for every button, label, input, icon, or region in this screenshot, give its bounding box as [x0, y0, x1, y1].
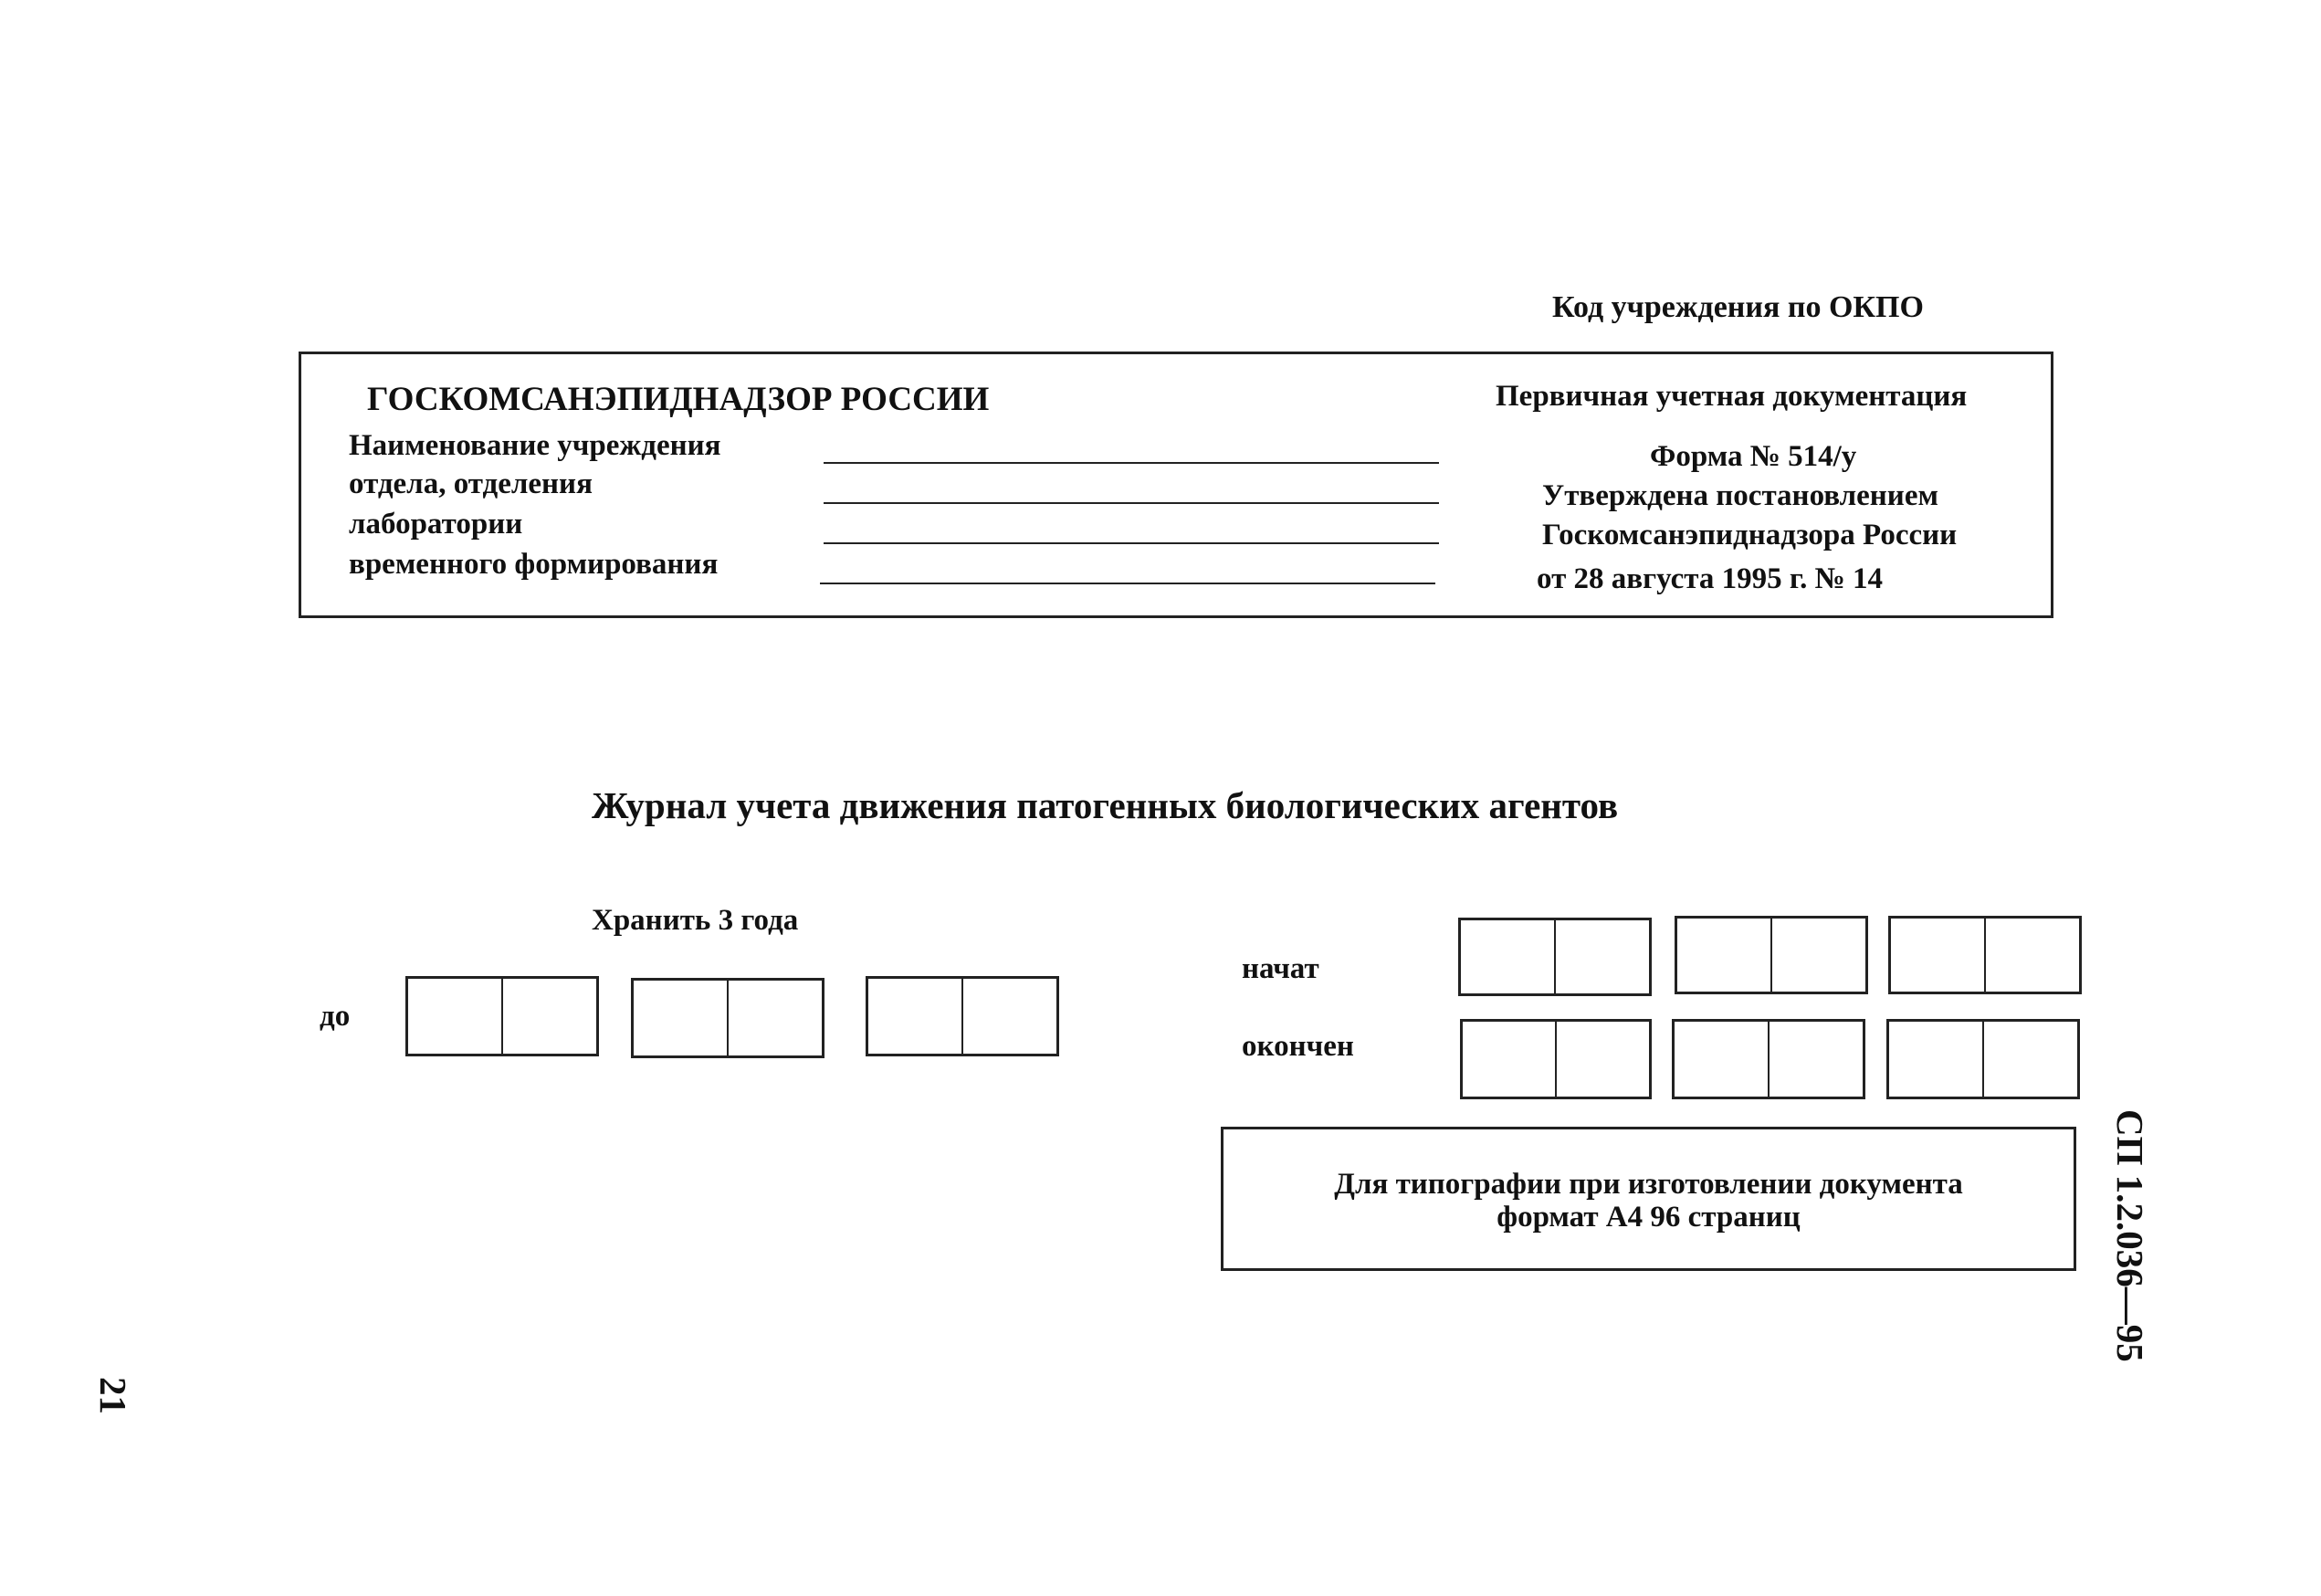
date-cell[interactable] [634, 981, 729, 1055]
page-number: 21 [92, 1377, 134, 1414]
date-cell[interactable] [1675, 1022, 1770, 1097]
keep-period-label: Хранить 3 года [592, 904, 799, 937]
until-year-cells[interactable] [866, 976, 1059, 1056]
date-cell[interactable] [503, 979, 596, 1054]
journal-title: Журнал учета движения патогенных биологических агентов [592, 784, 1619, 826]
date-cell[interactable] [408, 979, 503, 1054]
date-cell[interactable] [1772, 919, 1865, 992]
date-cell[interactable] [868, 979, 963, 1054]
until-label: до [320, 1000, 351, 1033]
started-month-cells[interactable] [1675, 916, 1868, 994]
printing-note-box [1221, 1127, 2076, 1271]
field-line-department[interactable] [824, 502, 1439, 504]
started-year-cells[interactable] [1888, 916, 2082, 994]
finished-day-cells[interactable] [1460, 1019, 1652, 1099]
field-label-temporary-unit: временного формирования [349, 548, 719, 581]
finished-label: окончен [1242, 1030, 1354, 1063]
field-label-laboratory: лаборатории [349, 508, 523, 541]
date-cell[interactable] [1889, 1022, 1984, 1097]
field-line-temporary-unit[interactable] [820, 583, 1435, 584]
date-cell[interactable] [963, 979, 1056, 1054]
date-cell[interactable] [1556, 920, 1649, 993]
approval-date: от 28 августа 1995 г. № 14 [1537, 562, 1884, 595]
approved-by: Утверждена постановлением [1542, 479, 1938, 512]
date-cell[interactable] [1984, 1022, 2077, 1097]
okpo-code-label: Код учреждения по ОКПО [1552, 290, 1924, 324]
printing-note-line-1: Для типографии при изготовлении документа [1334, 1168, 1963, 1201]
authority-name: Госкомсанэпиднадзора России [1542, 519, 1958, 551]
field-line-laboratory[interactable] [824, 542, 1439, 544]
finished-year-cells[interactable] [1886, 1019, 2080, 1099]
until-month-cells[interactable] [631, 978, 824, 1058]
started-label: начат [1242, 952, 1319, 985]
date-cell[interactable] [1461, 920, 1556, 993]
field-line-institution[interactable] [824, 462, 1439, 464]
started-day-cells[interactable] [1458, 918, 1652, 996]
printing-note-line-2: формат А4 96 страниц [1497, 1201, 1801, 1234]
field-label-institution: Наименование учреждения [349, 429, 721, 462]
date-cell[interactable] [1891, 919, 1986, 992]
date-cell[interactable] [1677, 919, 1772, 992]
until-day-cells[interactable] [405, 976, 599, 1056]
doc-type: Первичная учетная документация [1496, 380, 1968, 413]
date-cell[interactable] [1463, 1022, 1557, 1097]
form-number: Форма № 514/у [1650, 440, 1857, 473]
date-cell[interactable] [729, 981, 822, 1055]
date-cell[interactable] [1770, 1022, 1863, 1097]
finished-month-cells[interactable] [1672, 1019, 1865, 1099]
date-cell[interactable] [1557, 1022, 1649, 1097]
header-box [299, 352, 2053, 618]
field-label-department: отдела, отделения [349, 467, 593, 500]
agency-name: ГОСКОМСАНЭПИДНАДЗОР РОССИИ [367, 381, 990, 418]
date-cell[interactable] [1986, 919, 2079, 992]
document-code: СП 1.2.036—95 [2109, 1109, 2151, 1362]
